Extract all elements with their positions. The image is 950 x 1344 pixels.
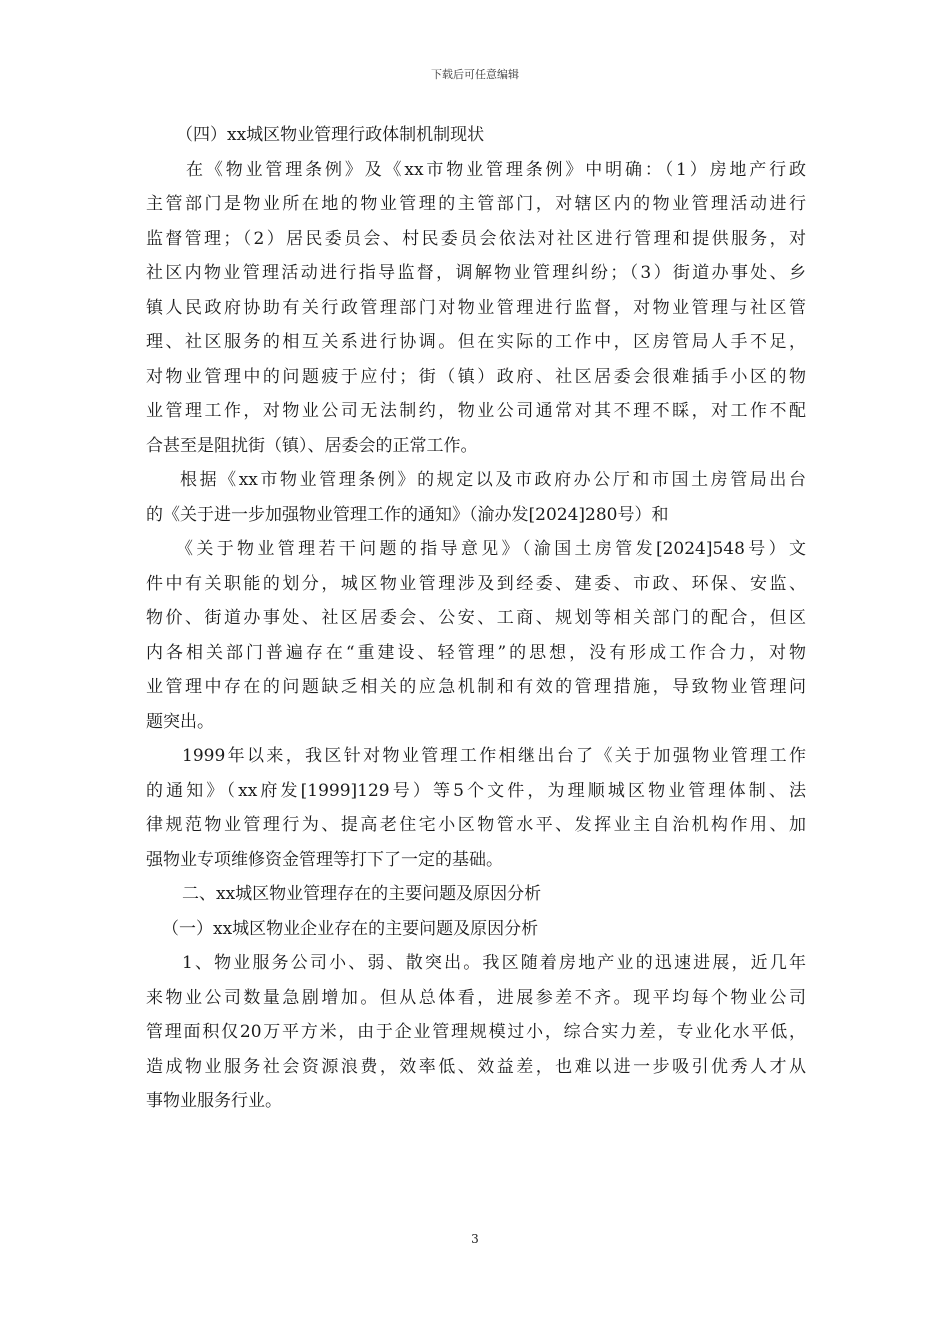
text-line: 造成物业服务社会资源浪费，效率低、效益差，也难以进一步吸引优秀人才从 [146,1056,806,1077]
text-line: 对物业管理中的问题疲于应付；街（镇）政府、社区居委会很难插手小区的物 [146,366,806,387]
text-line: 主管部门是物业所在地的物业管理的主管部门，对辖区内的物业管理活动进行 [146,194,806,214]
page-number: 3 [471,1232,479,1246]
text-line: 管理面积仅20万平方米，由于企业管理规模过小，综合实力差，专业化水平低， [146,1022,806,1042]
text-line: 件中有关职能的划分，城区物业管理涉及到经委、建委、市政、环保、安监、 [146,573,806,594]
text-line: （四）xx城区物业管理行政体制机制现状 [176,125,485,145]
text-line: 社区内物业管理活动进行指导监督，调解物业管理纠纷；（3）街道办事处、乡 [146,263,806,283]
text-line: 业管理工作，对物业公司无法制约，物业公司通常对其不理不睬，对工作不配 [146,401,806,421]
text-line: 事物业服务行业。 [146,1091,282,1111]
text-line: 根据《xx市物业管理条例》的规定以及市政府办公厅和市国土房管局出台 [180,470,806,490]
text-line: 来物业公司数量急剧增加。但从总体看，进展参差不齐。现平均每个物业公司 [146,987,806,1008]
text-line: 的《关于进一步加强物业管理工作的通知》（渝办发[2024]280号）和 [146,504,669,525]
text-line: 合甚至是阻扰街（镇）、居委会的正常工作。 [146,435,478,456]
page-header-note: 下载后可任意编辑 [431,68,519,81]
text-line: 的通知》（xx府发[1999]129号）等5个文件，为理顺城区物业管理体制、法 [146,780,806,801]
text-line: 1999年以来，我区针对物业管理工作相继出台了《关于加强物业管理工作 [182,746,806,766]
text-line: 内各相关部门普遍存在“重建设、轻管理”的思想，没有形成工作合力，对物 [146,642,806,663]
text-line: 1、物业服务公司小、弱、散突出。我区随着房地产业的迅速进展，近几年 [182,953,806,973]
text-line: 《关于物业管理若干问题的指导意见》（渝国土房管发[2024]548号）文 [176,539,806,559]
text-line: （一）xx城区物业企业存在的主要问题及原因分析 [162,918,539,939]
text-line: 物价、街道办事处、社区居委会、公安、工商、规划等相关部门的配合，但区 [146,608,806,628]
text-line: 题突出。 [146,711,214,732]
text-line: 强物业专项维修资金管理等打下了一定的基础。 [146,849,503,870]
text-line: 理、社区服务的相互关系进行协调。但在实际的工作中，区房管局人手不足， [146,332,806,352]
text-line: 业管理中存在的问题缺乏相关的应急机制和有效的管理措施，导致物业管理问 [146,677,806,697]
text-line: 二、xx城区物业管理存在的主要问题及原因分析 [182,884,542,904]
document-body [146,118,806,1119]
text-line: 镇人民政府协助有关行政管理部门对物业管理进行监督，对物业管理与社区管 [146,297,806,318]
text-line: 监督管理；（2）居民委员会、村民委员会依法对社区进行管理和提供服务，对 [146,228,806,249]
text-line: 在《物业管理条例》及《xx市物业管理条例》中明确：（1）房地产行政 [186,159,806,180]
text-line: 律规范物业管理行为、提高老住宅小区物管水平、发挥业主自治机构作用、加 [146,815,806,835]
